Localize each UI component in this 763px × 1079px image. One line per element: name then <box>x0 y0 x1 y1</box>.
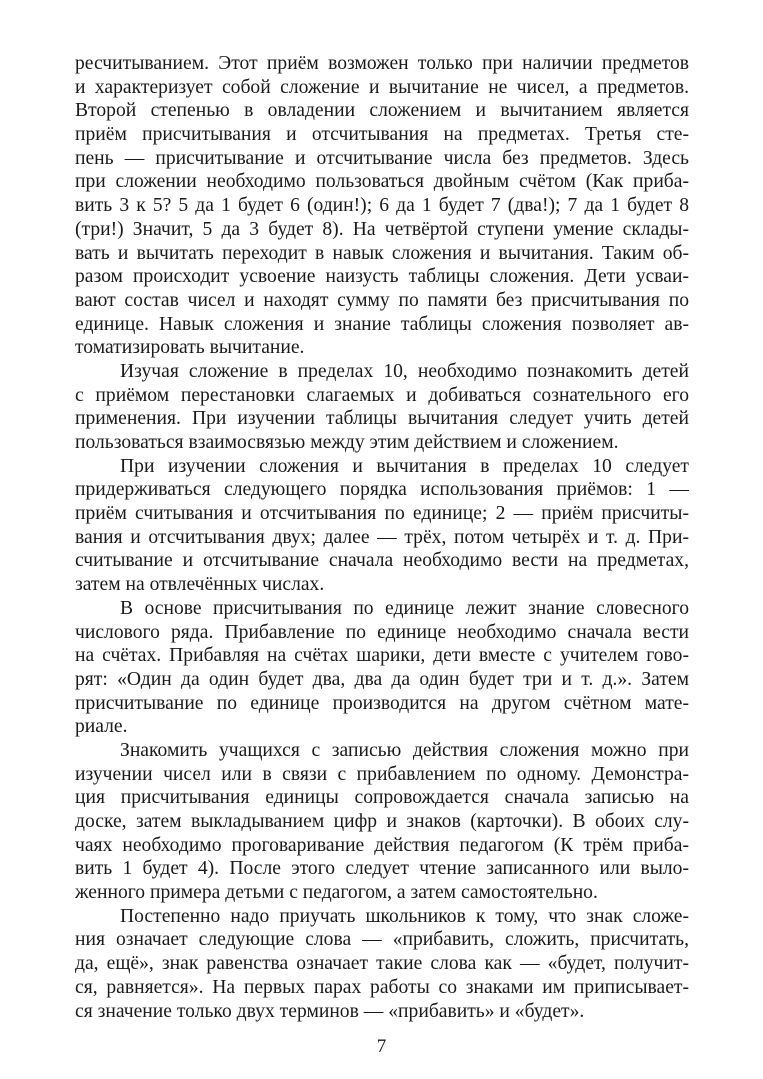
text-line: вить 1 будет 4). После этого следует чтение записанного или выло- <box>75 858 689 880</box>
text-line: вания и отсчитывания двух; далее — трёх, потом четырёх и т. д. При- <box>75 526 689 548</box>
text-line: единице. Навык сложения и знание таблицы сложения позволяет ав- <box>75 313 689 335</box>
text-line: приём присчитывания и отсчитывания на предметах. Третья сте- <box>75 124 689 146</box>
paragraph-3 <box>75 455 689 597</box>
text-line: Изучая сложение в пределах 10, необходимо познакомить детей <box>120 360 689 382</box>
text-line: вают состав чисел и находят сумму по памяти без присчитывания по <box>75 289 689 311</box>
text-line: (три!) Значит, 5 да 3 будет 8). На четвёртой ступени умение склады- <box>75 218 689 240</box>
page-number: 7 <box>376 1036 387 1057</box>
text-line: При изучении сложения и вычитания в пределах 10 следует <box>120 455 689 477</box>
paragraph-1 <box>75 52 689 360</box>
text-line: чаях необходимо проговаривание действия педагогом (К трём приба- <box>75 834 689 856</box>
text-line: риале. <box>75 716 128 738</box>
text-line: присчитывание по единице производится на другом счётном мате- <box>75 692 689 714</box>
text-line: вать и вычитать переходит в навык сложения и вычитания. Таким об- <box>75 242 689 264</box>
text-line: изучении чисел или в связи с прибавлением по одному. Демонстра- <box>75 763 689 785</box>
text-line: затем на отвлечённых числах. <box>75 574 325 596</box>
text-line: числового ряда. Прибавление по единице необходимо сначала вести <box>75 621 689 643</box>
text-line: Постепенно надо приучать школьников к тому, что знак сложе- <box>120 905 689 927</box>
text-line: рят: «Один да один будет два, два да один будет три и т. д.». Затем <box>75 668 689 690</box>
text-line: Знакомить учащихся с записью действия сложения можно при <box>120 739 689 761</box>
page-body <box>75 52 689 1023</box>
paragraph-4 <box>75 597 689 739</box>
text-line: ния означает следующие слова — «прибавить, сложить, присчитать, <box>75 929 689 951</box>
paragraph-2 <box>75 360 689 455</box>
text-line: на счётах. Прибавляя на счётах шарики, дети вместе с учителем гово- <box>75 645 689 667</box>
text-line: при сложении необходимо пользоваться двойным счётом (Как приба- <box>75 171 689 193</box>
text-line: ся, равняется». На первых парах работы со знаками им приписывает- <box>75 976 689 998</box>
text-line: В основе присчитывания по единице лежит знание словесного <box>120 597 689 619</box>
text-line: ся значение только двух терминов — «прибавить» и «будет». <box>75 1000 585 1022</box>
text-line: вить 3 к 5? 5 да 1 будет 6 (один!); 6 да 1 будет 7 (два!); 7 да 1 будет 8 <box>75 195 689 217</box>
text-line: приём считывания и отсчитывания по единице; 2 — приём присчиты- <box>75 503 689 525</box>
text-line: ция присчитывания единицы сопровождается сначала записью на <box>75 787 689 809</box>
text-line: разом происходит усвоение наизусть таблицы сложения. Дети усваи- <box>75 266 689 288</box>
text-line: женного примера детьми с педагогом, а затем самостоятельно. <box>75 882 598 904</box>
text-line: придерживаться следующего порядка использования приёмов: 1 — <box>75 479 689 501</box>
text-line: пользоваться взаимосвязью между этим действием и сложением. <box>75 432 619 453</box>
text-line: считывание и отсчитывание сначала необходимо вести на предметах, <box>75 550 689 572</box>
text-line: томатизировать вычитание. <box>75 337 305 359</box>
text-line: ресчитыванием. Этот приём возможен только при наличии предметов <box>75 53 689 74</box>
text-line: пень — присчитывание и отсчитывание числа без предметов. Здесь <box>75 147 689 169</box>
text-line: применения. При изучении таблицы вычитания следует учить детей <box>75 408 689 430</box>
text-line: с приёмом перестановки слагаемых и добиваться сознательного его <box>75 384 689 406</box>
text-line: и характеризует собой сложение и вычитание не чисел, а предметов. <box>75 76 689 98</box>
text-line: Второй степенью в овладении сложением и вычитанием является <box>75 100 689 122</box>
paragraph-5 <box>75 739 689 905</box>
paragraph-6 <box>75 905 689 1023</box>
text-line: доске, затем выкладыванием цифр и знаков (карточки). В обоих слу- <box>75 811 689 832</box>
text-line: да, ещё», знак равенства означает такие слова как — «будет, получит- <box>75 953 689 975</box>
